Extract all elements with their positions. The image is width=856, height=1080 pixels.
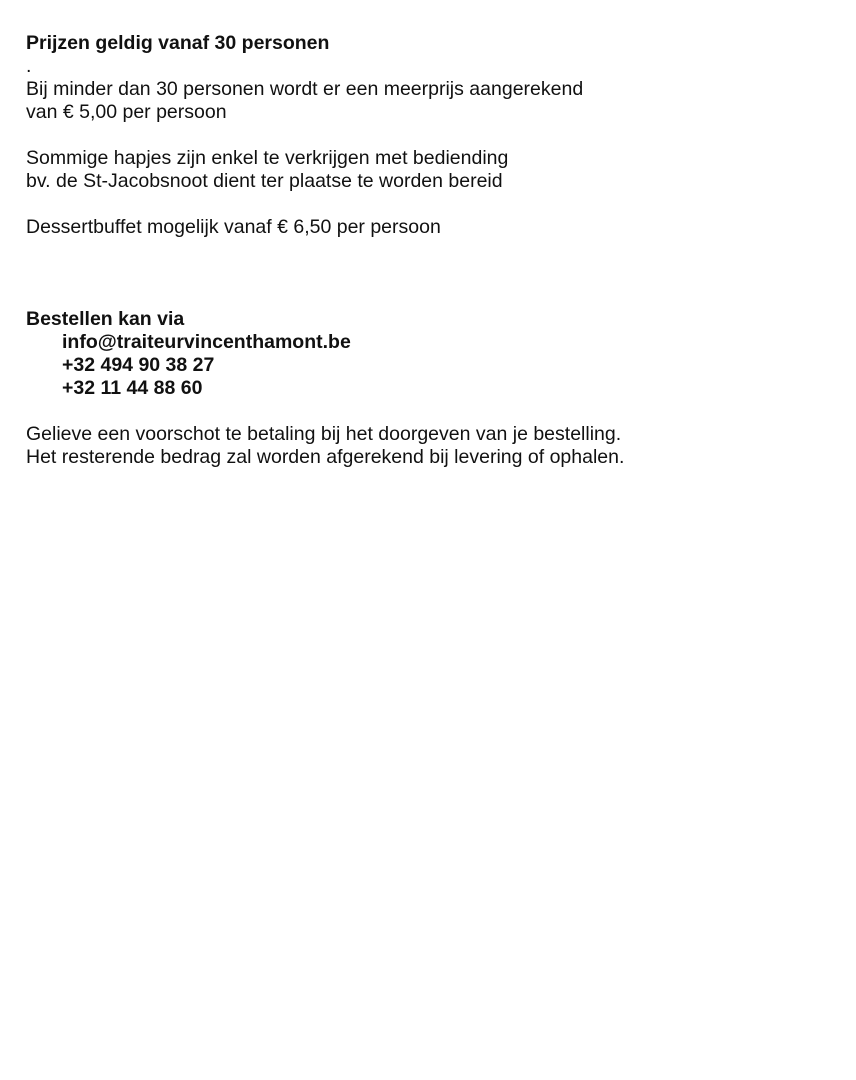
spacer (26, 193, 826, 216)
pricing-heading: Prijzen geldig vanaf 30 personen (26, 32, 330, 54)
spacer (26, 400, 826, 423)
payment-section (26, 423, 826, 469)
ordering-heading: Bestellen kan via (26, 308, 185, 330)
order-email: info@traiteurvincenthamont.be (62, 331, 351, 353)
spacer (26, 124, 826, 147)
dessert-line: Dessertbuffet mogelijk vanaf € 6,50 per persoon (26, 216, 441, 238)
payment-line-1: Gelieve een voorschot te betaling bij het doorgeven van je bestelling. (26, 423, 622, 445)
pricing-section (26, 32, 826, 239)
pricing-dot: . (26, 55, 32, 77)
ordering-section (26, 308, 826, 400)
surcharge-line-1: Bij minder dan 30 personen wordt er een meerprijs aangerekend (26, 78, 584, 100)
service-line-1: Sommige hapjes zijn enkel te verkrijgen met bediending (26, 147, 509, 169)
surcharge-line-2: van € 5,00 per persoon (26, 101, 227, 123)
order-phone-mobile: +32 494 90 38 27 (62, 354, 215, 376)
service-line-2: bv. de St-Jacobsnoot dient ter plaatse te worden bereid (26, 170, 503, 192)
spacer (26, 239, 826, 308)
document-page (26, 32, 826, 469)
order-phone-landline: +32 11 44 88 60 (62, 377, 203, 399)
payment-line-2: Het resterende bedrag zal worden afgerekend bij levering of ophalen. (26, 446, 625, 468)
